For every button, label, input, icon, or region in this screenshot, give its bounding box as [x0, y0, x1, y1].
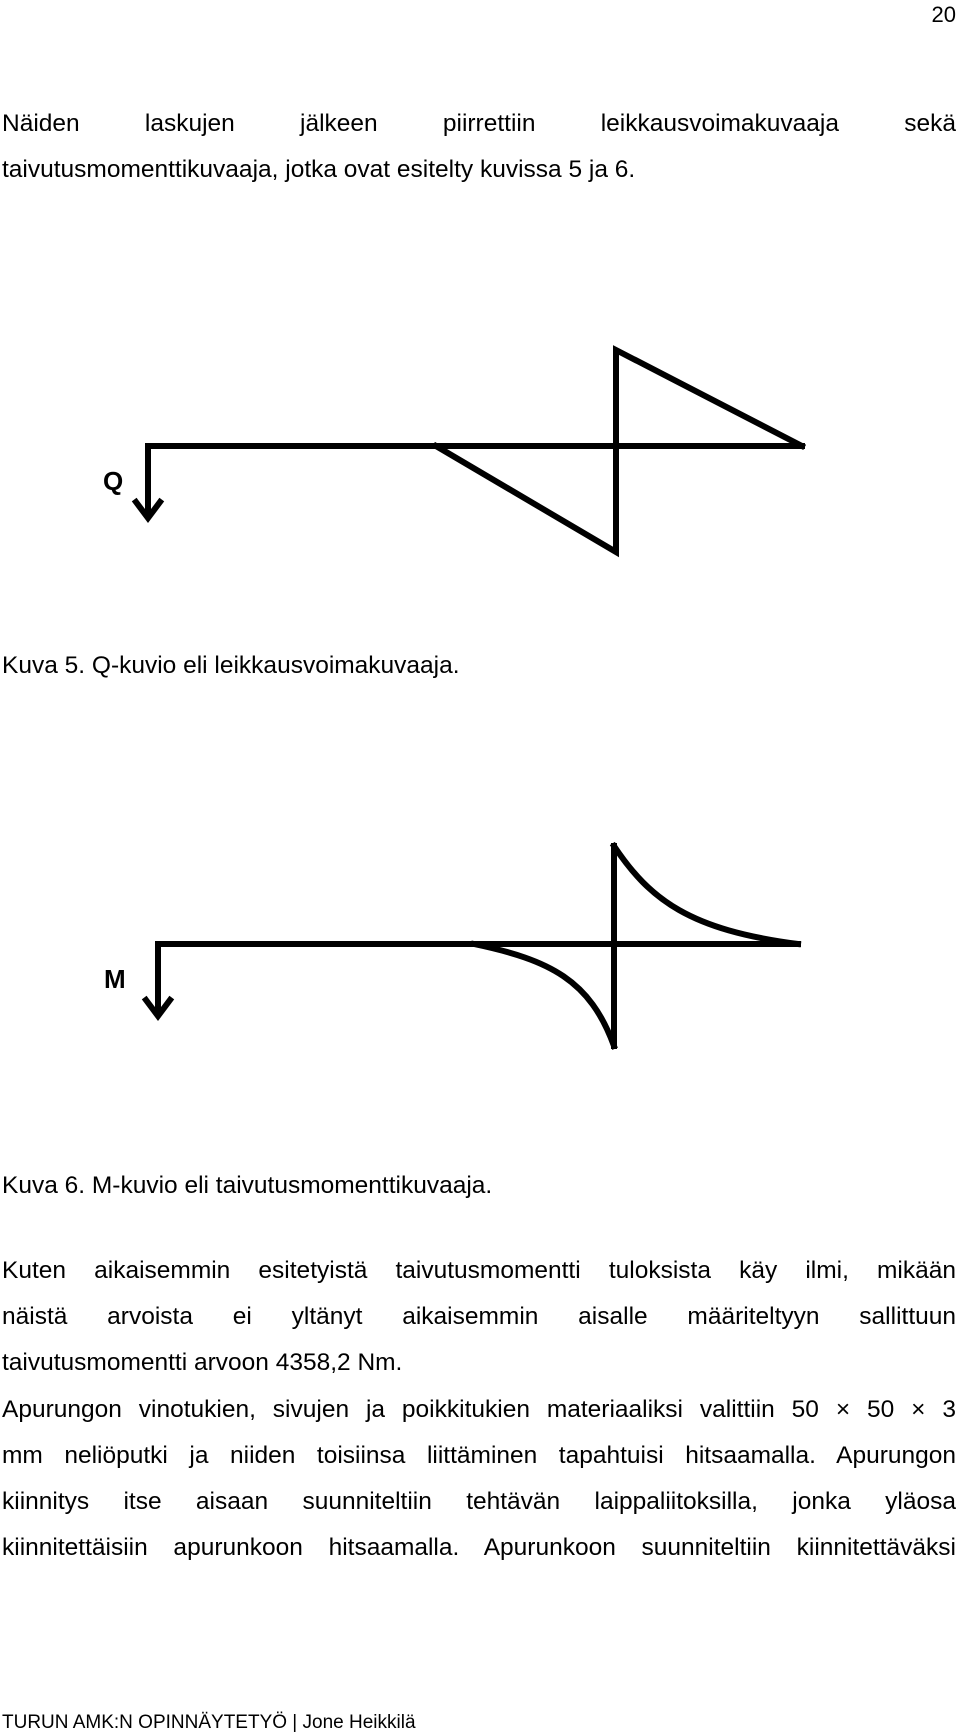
q-diagram — [0, 300, 960, 570]
text-line: kiinnitys itse aisaan suunniteltiin tehtävän laippaliitoksilla, jonka yläosa — [2, 1488, 956, 1515]
text-line: Apurungon vinotukien, sivujen ja poikkitukien materiaaliksi valittiin 50 × 50 × 3 — [2, 1396, 956, 1423]
text-line: taivutusmomentti arvoon 4358,2 Nm. — [2, 1349, 403, 1376]
footer: TURUN AMK:N OPINNÄYTETYÖ | Jone Heikkilä — [2, 1712, 416, 1733]
m-label: M — [104, 964, 126, 994]
page-number: 20 — [931, 2, 956, 27]
paragraph-result — [2, 1248, 956, 1386]
text-line: taivutusmomenttikuvaaja, jotka ovat esitelty kuvissa 5 ja 6. — [2, 156, 636, 183]
text-line: mm neliöputki ja niiden toisiinsa liittäminen tapahtuisi hitsaamalla. Apurungon — [2, 1442, 956, 1469]
text-line: näistä arvoista ei yltänyt aikaisemmin aisalle määriteltyyn sallittuun — [2, 1303, 956, 1330]
text-line: Näiden laskujen jälkeen piirrettiin leikkausvoimakuvaaja sekä — [2, 110, 956, 137]
figure-5-caption: Kuva 5. Q-kuvio eli leikkausvoimakuvaaja. — [2, 652, 460, 679]
text-line: kiinnitettäisiin apurunkoon hitsaamalla. Apurunkoon suunniteltiin kiinnitettäväksi — [2, 1534, 956, 1561]
paragraph-materials — [2, 1387, 956, 1571]
text-line: Kuten aikaisemmin esitetyistä taivutusmomentti tuloksista käy ilmi, mikään — [2, 1257, 956, 1284]
figure-6-caption: Kuva 6. M-kuvio eli taivutusmomenttikuvaaja. — [2, 1172, 493, 1199]
q-shear-line — [436, 350, 802, 552]
q-label: Q — [103, 466, 124, 496]
m-diagram — [0, 830, 960, 1070]
paragraph-intro — [2, 101, 956, 193]
m-lower-curve — [474, 944, 614, 1046]
m-upper-curve — [614, 846, 798, 944]
